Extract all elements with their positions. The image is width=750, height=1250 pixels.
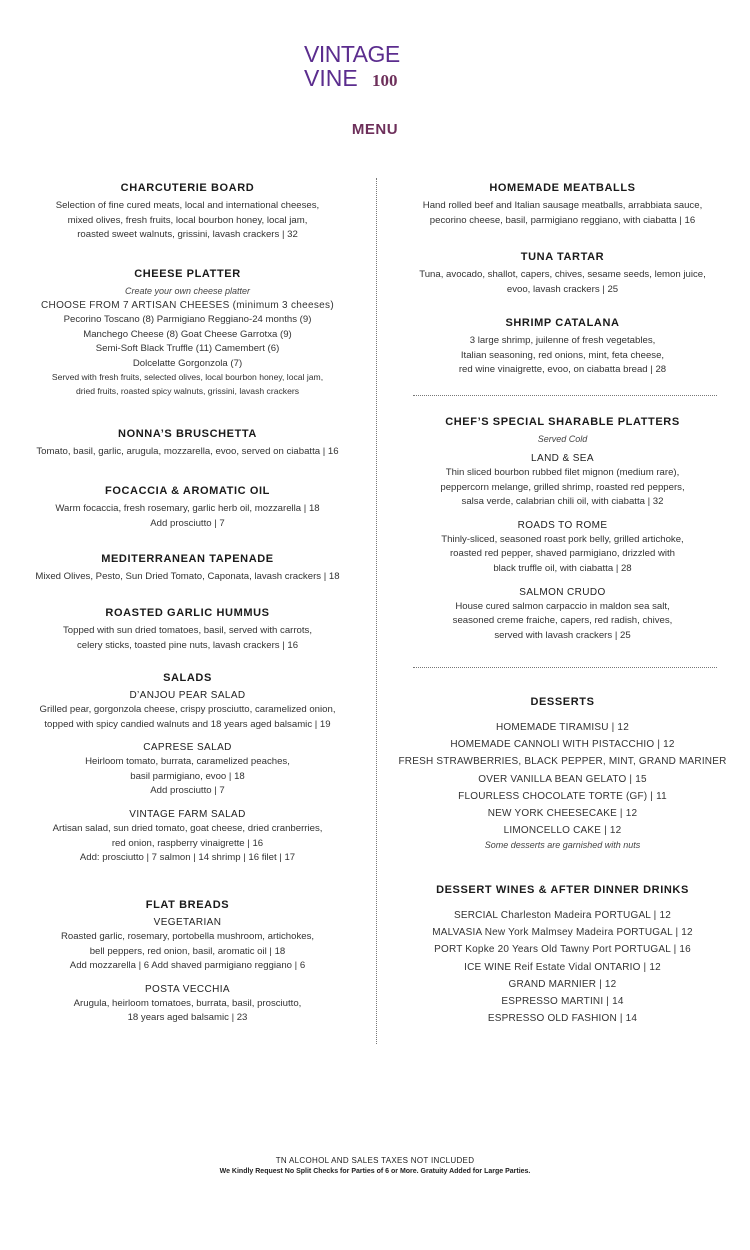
description-line: evoo, lavash crackers | 25 [506, 283, 619, 295]
menu-item-line: ESPRESSO MARTINI | 14 [501, 996, 624, 1008]
menu-item-name: VEGETARIAN [153, 917, 222, 928]
choose-instruction: CHOOSE FROM 7 ARTISAN CHEESES (minimum 3 cheeses) [41, 300, 334, 311]
tax-note: TN ALCOHOL AND SALES TAXES NOT INCLUDED [275, 1156, 475, 1165]
description-line: Topped with sun dried tomatoes, basil, served with carrots, [62, 625, 313, 636]
description-line: 3 large shrimp, juilenne of fresh vegetables, [469, 335, 656, 346]
section-title: SALADS [163, 672, 212, 684]
svg-text:VINTAGE: VINTAGE [304, 41, 400, 67]
menu-item-line: LIMONCELLO CAKE | 12 [503, 825, 622, 837]
served-with-line: Served with fresh fruits, selected olives, local bourbon honey, local jam, [51, 372, 324, 383]
section-note: Served Cold [537, 434, 588, 444]
description-line: Heirloom tomato, burrata, caramelized peaches, [85, 756, 290, 768]
menu-section [380, 695, 745, 852]
section-title: DESSERTS [530, 696, 595, 708]
menu-section [380, 250, 745, 297]
menu-section [0, 552, 375, 585]
description-line: Add prosciutto | 7 [150, 785, 225, 797]
menu-item-line: ESPRESSO OLD FASHION | 14 [487, 1013, 638, 1025]
section-title: FLAT BREADS [145, 899, 230, 911]
section-divider [413, 667, 717, 668]
description-line: Add prosciutto | 7 [150, 517, 225, 529]
description-line: Arugula, heirloom tomatoes, burrata, basil, prosciutto, [73, 997, 302, 1009]
menu-item-line: ICE WINE Reif Estate Vidal ONTARIO | 12 [464, 961, 661, 973]
description-line: seasoned creme fraiche, capers, red radish, chives, [452, 615, 673, 627]
description-line: Tuna, avocado, shallot, capers, chives, sesame seeds, lemon juice, [419, 269, 706, 280]
description-line: Warm focaccia, fresh rosemary, garlic herb oil, mozzarella | 18 [55, 503, 320, 514]
menu-item-name: ROADS TO ROME [517, 519, 608, 531]
menu-item-name: VINTAGE FARM SALAD [129, 808, 246, 820]
menu-item-name: POSTA VECCHIA [144, 983, 231, 995]
description-line: Dolcelatte Gorgonzola (7) [132, 357, 243, 369]
description-line: black truffle oil, with ciabatta | 28 [493, 562, 632, 574]
description-line: Italian seasoning, red onions, mint, feta cheese, [460, 349, 665, 361]
description-line: celery sticks, toasted pine nuts, lavash crackers | 16 [76, 639, 299, 651]
menu-item-line: HOMEMADE TIRAMISU | 12 [496, 722, 629, 733]
page-title: MENU [351, 121, 399, 138]
policy-note: We Kindly Request No Split Checks for Parties of 6 or More. Gratuity Added for Large Parties. [219, 1168, 531, 1175]
menu-item-name: D’ANJOU PEAR SALAD [129, 690, 246, 701]
description-line: Grilled pear, gorgonzola cheese, crispy prosciutto, caramelized onion, [39, 704, 336, 715]
menu-item-line: FRESH STRAWBERRIES, BLACK PEPPER, MINT, GRAND MARINER [398, 756, 727, 768]
section-title: SHRIMP CATALANA [505, 317, 620, 329]
section-title: TUNA TARTAR [520, 251, 605, 263]
menu-section [0, 484, 375, 531]
description-line: Pecorino Toscano (8) Parmigiano Reggiano-24 months (9) [63, 314, 312, 325]
description-line: Thin sliced bourbon rubbed filet mignon (medium rare), [445, 467, 680, 478]
description-line: basil parmigiano, evoo | 18 [130, 770, 245, 782]
menu-section [0, 898, 375, 1026]
menu-item-line: FLOURLESS CHOCOLATE TORTE (GF) | 11 [458, 790, 667, 802]
menu-section [0, 427, 375, 460]
section-title: DESSERT WINES & AFTER DINNER DRINKS [436, 884, 689, 896]
description-line: 18 years aged balsamic | 23 [127, 1012, 248, 1024]
description-line: mixed olives, fresh fruits, local bourbon honey, local jam, [67, 214, 308, 226]
description-line: Semi-Soft Black Truffle (11) Camembert (6) [95, 343, 280, 355]
menu-section [380, 316, 745, 378]
menu-item-line: NEW YORK CHEESECAKE | 12 [487, 808, 638, 820]
section-title: FOCACCIA & AROMATIC OIL [105, 485, 270, 497]
description-line: red wine vinaigrette, evoo, on ciabatta bread | 28 [458, 364, 667, 376]
menu-item-line: HOMEMADE CANNOLI WITH PISTACCHIO | 12 [450, 739, 675, 751]
footnote: Some desserts are garnished with nuts [484, 840, 641, 851]
menu-section [0, 671, 375, 866]
description-line: Manchego Cheese (8) Goat Cheese Garrotxa (9) [83, 328, 292, 340]
description-line: salsa verde, calabrian chili oil, with ciabatta | 32 [461, 496, 664, 508]
description-line: pecorino cheese, basil, parmigiano reggiano, with ciabatta | 16 [429, 214, 696, 226]
description-line: Add mozzarella | 6 Add shaved parmigiano reggiano | 6 [69, 960, 306, 972]
description-line: Thinly-sliced, seasoned roast pork belly, grilled artichoke, [441, 533, 684, 545]
section-title: ROASTED GARLIC HUMMUS [105, 607, 270, 619]
description-line: served with lavash crackers | 25 [494, 629, 631, 641]
menu-item-line: PORT Kopke 20 Years Old Tawny Port PORTUGAL | 16 [434, 944, 691, 956]
section-title: CHEF’S SPECIAL SHARABLE PLATTERS [445, 416, 680, 428]
description-line: red onion, raspberry vinaigrette | 16 [111, 837, 264, 849]
description-line: Add: prosciutto | 7 salmon | 14 shrimp | 16 filet | 17 [79, 852, 296, 864]
description-line: Tomato, basil, garlic, arugula, mozzarella, evoo, served on ciabatta | 16 [36, 446, 339, 457]
menu-section [380, 883, 745, 1027]
menu-section [380, 181, 745, 228]
section-title: MEDITERRANEAN TAPENADE [101, 553, 274, 565]
menu-section [0, 267, 375, 398]
description-line: Roasted garlic, rosemary, portobella mushroom, artichokes, [60, 931, 315, 942]
menu-item-line: MALVASIA New York Malmsey Madeira PORTUGAL | 12 [432, 927, 693, 939]
description-line: Artisan salad, sun dried tomato, goat cheese, dried cranberries, [52, 822, 323, 834]
svg-text:100: 100 [372, 71, 398, 90]
served-with-line: dried fruits, roasted spicy walnuts, grissini, lavash crackers [75, 385, 300, 396]
svg-text:VINE: VINE [304, 65, 358, 90]
menu-item-name: CAPRESE SALAD [143, 742, 232, 754]
menu-item-line: OVER VANILLA BEAN GELATO | 15 [478, 773, 647, 785]
menu-section [0, 606, 375, 653]
description-line: topped with spicy candied walnuts and 18 years aged balsamic | 19 [44, 718, 331, 730]
menu-section [0, 181, 375, 243]
menu-item-name: SALMON CRUDO [519, 586, 606, 598]
menu-item-line: SERCIAL Charleston Madeira PORTUGAL | 12 [454, 910, 671, 921]
section-title: CHEESE PLATTER [134, 268, 241, 280]
description-line: House cured salmon carpaccio in maldon sea salt, [455, 600, 670, 612]
description-line: Mixed Olives, Pesto, Sun Dried Tomato, Caponata, lavash crackers | 18 [35, 571, 340, 582]
menu-item-name: LAND & SEA [531, 453, 594, 464]
column-divider [376, 178, 377, 1044]
description-line: roasted sweet walnuts, grissini, lavash crackers | 32 [77, 229, 298, 241]
section-divider [413, 395, 717, 396]
section-title: HOMEMADE MEATBALLS [489, 182, 636, 194]
description-line: bell peppers, red onion, basil, aromatic oil | 18 [89, 945, 286, 957]
menu-section [380, 415, 745, 643]
section-note: Create your own cheese platter [124, 286, 251, 296]
description-line: Selection of fine cured meats, local and international cheeses, [55, 200, 320, 211]
section-title: CHARCUTERIE BOARD [120, 182, 255, 194]
description-line: roasted red pepper, shaved parmigiano, drizzled with [449, 548, 676, 560]
vintage-vine-logo [300, 40, 450, 90]
description-line: peppercorn melange, grilled shrimp, roasted red peppers, [440, 481, 685, 493]
description-line: Hand rolled beef and Italian sausage meatballs, arrabbiata sauce, [422, 200, 703, 211]
section-title: NONNA’S BRUSCHETTA [118, 428, 257, 440]
menu-item-line: GRAND MARNIER | 12 [508, 978, 617, 990]
